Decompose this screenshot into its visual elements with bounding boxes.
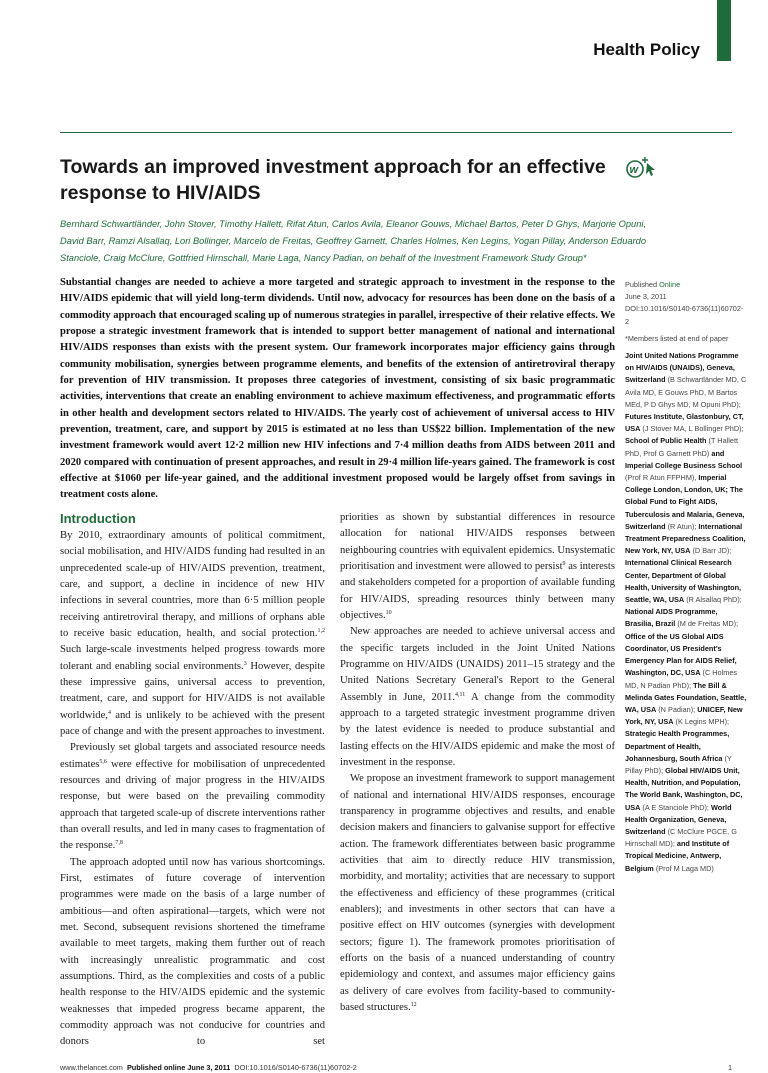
affiliation-org: Imperial College London, London, UK; The Global Fund to Fight AIDS, Tuberculosis and Malaria, Geneva, Switzerland	[625, 473, 745, 531]
section-color-bar	[717, 0, 731, 61]
published-online-link[interactable]: Online	[659, 280, 681, 289]
affiliation-org: The Bill & Melinda Gates Foundation, Seattle, WA, USA	[625, 680, 747, 714]
text: New approaches are needed to achieve universal access and the specific targets included in the Joint United Nations Programme on HIV/AIDS (UNAIDS) 2011–15 strategy and the United Nations Secretary General's Report to the General Assembly in June, 2011.	[340, 626, 615, 703]
affiliation-org: Global HIV/AIDS Unit, Health, Nutrition, and Population, The World Bank, Washington, DC, USA	[625, 765, 743, 812]
affiliation-people: (K Legins MPH);	[673, 717, 730, 727]
footer-published: Published online June 3, 2011	[126, 1062, 231, 1072]
affiliation-people: (Prof R Atun FFPHM),	[625, 473, 699, 483]
affiliation-people: (D Barr JD);	[690, 546, 732, 556]
text: priorities as shown by substantial differences in resource allocation for national HIV/AIDS responses between neighbouring countries with equivalent epidemics. Unsystematic prioritisation and investment were allowed to persist	[340, 511, 615, 572]
text: as interests and stakeholders competed for a proportion of available funding for HIV/AIDS, spreading resources thinly between many objectives.	[340, 560, 615, 621]
text: and is unlikely to be achieved with the present pace of change and with the present approaches to investment.	[60, 709, 325, 737]
affiliation-org: Joint United Nations Programme on HIV/AIDS (UNAIDS), Geneva, Switzerland	[625, 351, 739, 385]
text: By 2010, extraordinary amounts of political commitment, social mobilisation, and HIV/AIDS funding had resulted in an unprecedented scale-up of HIV/AIDS prevention, treatment, care, and support, a decline in incidence of new HIV infections in several countries, more than 6·5 million people receiving antiretroviral therapy, and millions of orphans able to receive basic education, health, and social protection.	[60, 529, 325, 639]
paragraph	[340, 624, 615, 771]
body-columns	[60, 510, 615, 1051]
citation[interactable]: 7,8	[115, 840, 123, 847]
author-list: Bernhard Schwartländer, John Stover, Timothy Hallett, Rifat Atun, Carlos Avila, Eleanor Gouws, Michael Bartos, Peter D Ghys, Marjorie Opuni, David Barr, Ramzi Alsallaq, Lori Bollinger, Marcelo de Freitas, Geoffrey Garnett, Charles Holmes, Ken Legins, Yogan Pillay, Anderson Eduardo Stanciole, Craig McClure, Gottfried Hirnschall, Marie Laga, Nancy Padian, on behalf of the Investment Framework Study Group*	[60, 219, 647, 263]
affiliation-org: International Clinical Research Center, Department of Global Health, University of Washington, Seattle, WA, USA	[625, 558, 742, 605]
affiliation-org: School of Public Health	[625, 436, 707, 446]
affiliation-people: (R Atun);	[665, 521, 699, 531]
body-column-2	[340, 510, 615, 1017]
text: We propose an investment framework to support management of national and international HIV/AIDS responses, encourage transparency in programme objectives and results, and enable decision makers and financiers to galvanise support for effective action. The framework differentiates between basic programme activities that aim to directly reduce HIV transmission, morbidity, and mortality; activities that are necessary to support the effectiveness and efficiency of these programmes (critical enablers); and investments in other sectors that can have a positive effect on HIV outcomes (synergies with development sectors; figure 1). The framework promotes prioritisation of efforts on the basis of a nuanced understanding of country epidemiology and context, and assumes major efficiency gains as delivery of care evolves from facility-based to community-based structures.	[340, 773, 615, 1014]
affiliation-org: Office of the US Global AIDS Coordinator, US President's Emergency Plan for AIDS Relief, Washington, DC, USA	[625, 631, 737, 678]
citation[interactable]: 1,2	[317, 627, 325, 634]
members-note: *Members listed at end of paper	[625, 333, 729, 343]
page-content	[60, 154, 747, 1073]
affiliations	[625, 350, 747, 875]
publication-date: June 3, 2011	[625, 292, 667, 302]
svg-text:w: w	[629, 164, 639, 176]
affiliation-people: (M de Freitas MD);	[675, 619, 739, 629]
affiliation-people: (N Padian);	[656, 704, 698, 714]
page-footer	[60, 1051, 732, 1073]
affiliation-people: (T Hallett PhD, Prof G Garnett PhD)	[625, 436, 738, 458]
article-body	[60, 275, 747, 1051]
affiliation-org: and Imperial College Business School	[625, 448, 743, 470]
affiliation-people: (A E Stanciole PhD);	[640, 802, 711, 812]
paragraph: The approach adopted until now has various shortcomings. First, estimates of future coverage of intervention programmes were made on the basis of a large number of ambitious—and often aspirational—targets, which were not met. Second, subsequent revisions shortened the timeframe available to meet targets, making them further out of reach with increasingly unrealistic programmatic and cost assumptions. Third, as the complexities and costs of a public health response to the HIV/AIDS epidemic and the systemic weaknesses that impeded progress became apparent, the commodity approach was not conducive for countries and donors to set	[60, 856, 325, 1048]
affiliation-people: (Prof M Laga MD)	[653, 863, 714, 873]
paragraph	[60, 528, 325, 740]
affiliation-people: (C Holmes MD, N Padian PhD);	[625, 668, 738, 690]
affiliation-org: World Health Organization, Geneva, Switzerland	[625, 802, 732, 836]
text: However, despite these impressive gains, universal access to prevention, treatment, care, and support for HIV/AIDS is not available worldwide,	[60, 660, 326, 721]
citation[interactable]: 10	[385, 609, 392, 616]
text: A change from the commodity approach to a targeted strategic investment programme driven by the latest evidence is needed to produce substantial and lasting effects on the HIV/AIDS epidemic and make the most of investment in the response.	[340, 691, 615, 768]
paragraph	[340, 771, 615, 1016]
affiliation-org: UNICEF, New York, NY, USA	[625, 704, 743, 727]
affiliation-people: (J Stover MA, L Bollinger PhD);	[640, 424, 744, 434]
journal-link[interactable]: www.thelancet.com	[60, 1062, 123, 1072]
abstract: Substantial changes are needed to achieve a more targeted and strategic approach to investment in the response to the HIV/AIDS epidemic that will yield long-term dividends. Until now, advocacy for resources has been done on the basis of a commodity approach that encouraged scaling up of numerous strategies in parallel, irrespective of their relative effects. We propose a strategic investment framework that is intended to support better management of national and international HIV/AIDS responses than exists with the present system. Our framework incorporates major efficiency gains through community mobilisation, synergies between programme elements, and benefits of the extension of antiretroviral therapy for prevention of HIV transmission. It proposes three categories of investment, consisting of six basic programmatic activities, interventions that create an enabling environment to achieve maximum effectiveness, and programmatic efforts in other health and development sectors related to HIV/AIDS. The yearly cost of achievement of universal access to HIV prevention, treatment, care, and support by 2015 is estimated at no less than US$22 billion. Implementation of the new investment framework would avert 12·2 million new HIV infections and 7·4 million deaths from AIDS between 2011 and 2020 compared with continuation of present approaches, and result in 29·4 million life-years gained. The framework is cost effective at $1060 per life-year gained, and the additional investment proposed would be largely offset from savings in treatment costs alone.	[60, 277, 615, 501]
article-title: Towards an improved investment approach for an effective response to HIV/AIDS	[60, 156, 606, 204]
footer-doi: DOI:10.1016/S0140-6736(11)60702-2	[234, 1062, 357, 1072]
paragraph	[340, 510, 615, 624]
citation[interactable]: 4	[107, 709, 111, 716]
section-heading-introduction: Introduction	[60, 510, 136, 526]
affiliation-org: National AIDS Programme, Brasilia, Brazil	[625, 607, 718, 629]
citation[interactable]: 3	[243, 660, 247, 667]
citation[interactable]: 5,6	[99, 758, 107, 765]
doi[interactable]: DOI:10.1016/S0140-6736(11)60702-2	[625, 304, 744, 326]
main-text	[60, 275, 615, 1051]
affiliation-org: and Institute of Tropical Medicine, Antwerp, Belgium	[625, 839, 730, 873]
text: Such large-scale investments helped progress towards more tolerant and enabling social environments.	[60, 644, 325, 672]
affiliation-people: (C McClure PGCE, G Hirnschall MD);	[625, 826, 737, 849]
text: were effective for mobilisation of unprecedented resources and driving of major progress in the HIV/AIDS response, but were based on the prevailing commodity approach that targeted scale-up of discrete interventions rather than overall results, and led in many cases to fragmentation of the response.	[60, 758, 325, 852]
page-number: 1	[727, 1062, 732, 1072]
citation[interactable]: 9	[562, 560, 566, 567]
affiliation-people: (R Alsallaq PhD);	[684, 595, 742, 605]
affiliation-people: (B Schwartländer MD, C Avila MD, E Gouws PhD, M Bartos MEd, P D Ghys MD, M Opuni PhD);	[625, 375, 747, 409]
publication-info	[625, 279, 747, 328]
body-column-1	[60, 510, 325, 1051]
affiliation-org: International Treatment Preparedness Coalition, New York, NY, USA	[625, 521, 746, 556]
affiliation-people: (Y Pillay PhD);	[625, 753, 732, 775]
citation[interactable]: 4,11	[455, 691, 466, 698]
section-label: Health Policy	[593, 40, 700, 59]
paragraph	[60, 740, 325, 854]
published-label: Published	[625, 280, 660, 289]
affiliation-org: Strategic Health Programmes, Department of Health, Johannesburg, South Africa	[625, 729, 730, 763]
header-divider	[60, 132, 732, 133]
affiliation-org: Futures Institute, Glastonbury, CT, USA	[625, 412, 744, 434]
text: Previously set global targets and associated resource needs estimates	[60, 742, 325, 770]
citation[interactable]: 12	[410, 1002, 417, 1009]
article-sidebar	[625, 279, 747, 875]
